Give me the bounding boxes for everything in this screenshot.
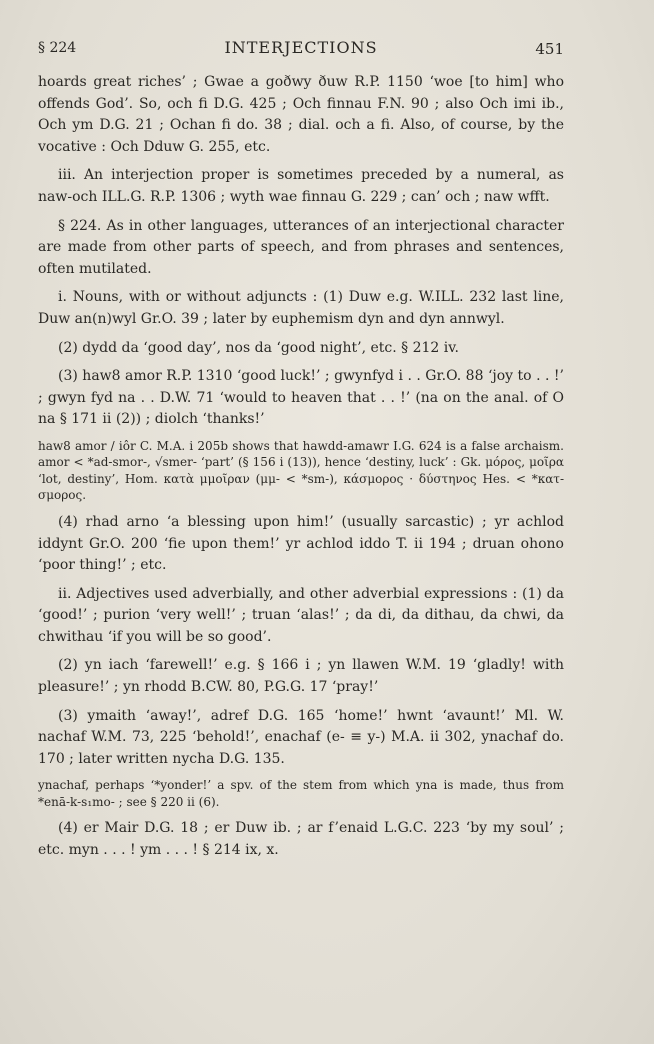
paragraph-4-oaths: (4) er Mair D.G. 18 ; er Duw ib. ; ar f’enaid L.G.C. 223 ‘by my soul’ ; etc. myn . . . ! ym . . . ! § 214 ix, x. [38,820,564,859]
note-hawdd-amor: haw8 amor / iôr C. M.A. i 205b shows that hawdd-amawr I.G. 624 is a false archaism. amor < *ad-smor-, √smer- ‘part’ (§ 156 i (13)), hence ‘destiny, luck’ : Gk. μόρος, μοῖρα ‘lot, destiny’, Hom. κατὰ μμοῖραν (μμ- < *sm-), κάσμορος · δύστηνος Hes. < *κατ-σμορος. [38,438,564,503]
paragraph-iii-numeral-interjection: iii. An interjection proper is sometimes preceded by a numeral, as naw-och ILL.G. R.P. 1306 ; wyth wae finnau G. 229 ; can’ och ; naw wfft. [38,167,564,205]
page-number: 451 [535,40,564,58]
note-ynachaf: ynachaf, perhaps ‘*yonder!’ a spv. of the stem from which yna is made, thus from *enā-k-s₁mo- ; see § 220 ii (6). [38,778,564,809]
header-title: INTERJECTIONS [224,38,378,57]
page-body [38,72,564,869]
paragraph-i-nouns: i. Nouns, with or without adjuncts : (1) Duw e.g. W.ILL. 232 last line, Duw an(n)wyl Gr.O. 39 ; later by euphemism dyn and dyn annwyl. [38,289,564,327]
section-224-intro: § 224. As in other languages, utterances of an interjectional character are made from other parts of speech, and from phrases and sentences, often mutilated. [38,217,564,277]
paragraph-continuation: hoards great riches’ ; Gwae a goðwy ðuw R.P. 1150 ‘woe [to him] who offends God’. So, och fi D.G. 425 ; Och finnau F.N. 90 ; also Och imi ib., Och ym D.G. 21 ; Ochan fi do. 38 ; dial. och a fi. Also, of course, by the vocative : Och Dduw G. 255, etc. [38,74,564,155]
paragraph-3-away: (3) ymaith ‘away!’, adref D.G. 165 ‘home!’ hwnt ‘avaunt!’ Ml. W. nachaf W.M. 73, 225 ‘behold!’, enachaf (e- ≡ y-) M.A. ii 302, ynachaf do. 170 ; later written nycha D.G. 135. [38,707,564,767]
header-section-number: § 224 [38,40,77,56]
running-header [38,38,564,64]
paragraph-4-blessing: (4) rhad arno ‘a blessing upon him!’ (usually sarcastic) ; yr achlod iddynt Gr.O. 200 ‘fie upon them!’ yr achlod iddo T. ii 194 ; druan ohono ‘poor thing!’ ; etc. [38,513,564,574]
paragraph-ii-adjectives: ii. Adjectives used adverbially, and other adverbial expressions : (1) da ‘good!’ ; purion ‘very well!’ ; truan ‘alas!’ ; da di, da dithau, da chwi, da chwithau ‘if you will be so good’. [38,585,564,645]
paragraph-2-farewell: (2) yn iach ‘farewell!’ e.g. § 166 i ; yn llawen W.M. 19 ‘gladly! with pleasure!’ ; yn rhodd B.CW. 80, P.G.G. 17 ‘pray!’ [38,657,564,696]
paragraph-3-good-luck: (3) haw8 amor R.P. 1310 ‘good luck!’ ; gwynfyd i . . Gr.O. 88 ‘joy to . . !’ ; gwyn fyd na . . D.W. 71 ‘would to heaven that . . !’ (na on the anal. of O na § 171 ii (2)) ; diolch ‘thanks!’ [38,368,564,428]
paragraph-2-greetings: (2) dydd da ‘good day’, nos da ‘good night’, etc. § 212 iv. [58,339,459,356]
